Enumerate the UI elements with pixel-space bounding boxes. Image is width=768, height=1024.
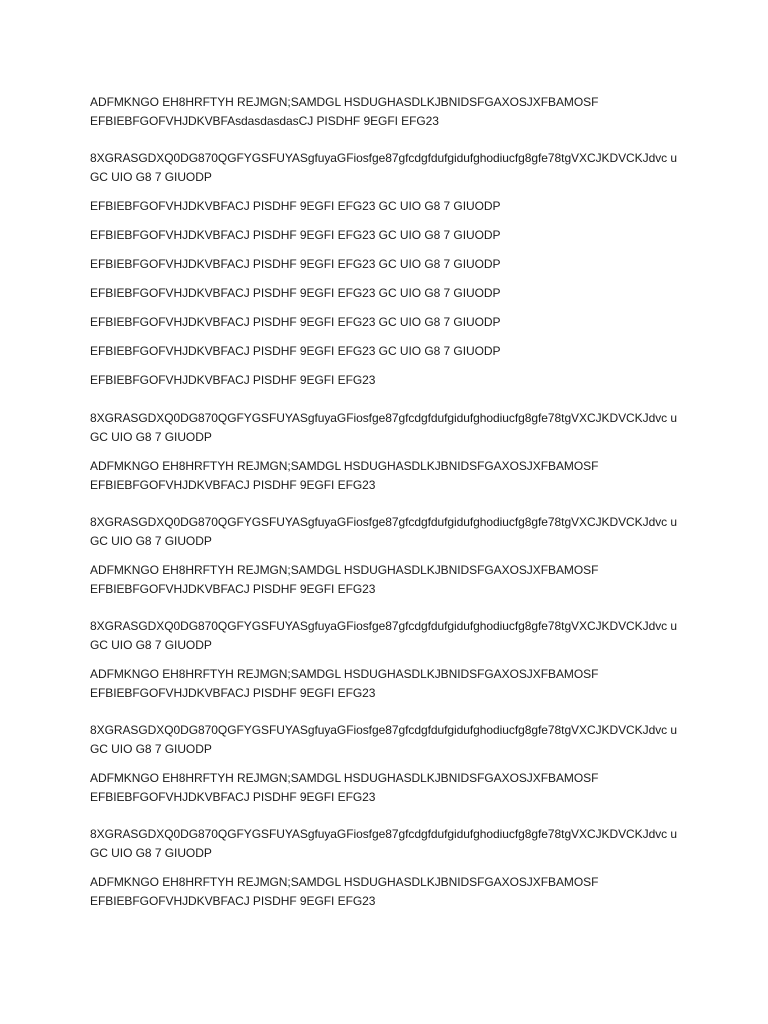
- paragraph-line: EFBIEBFGOFVHJDKVBFACJ PISDHF 9EGFI EFG23 GC UIO G8 7 GIUODP: [90, 257, 501, 271]
- paragraph: [90, 665, 690, 703]
- paragraph-line: 8XGRASGDXQ0DG870QGFYGSFUYASgfuyaGFiosfge87gfcdgfdufgidufghodiucfg8gfe78tgVXCJKDVCKJdvc u: [90, 515, 678, 529]
- paragraph: [90, 769, 690, 807]
- paragraph-line: 8XGRASGDXQ0DG870QGFYGSFUYASgfuyaGFiosfge87gfcdgfdufgidufghodiucfg8gfe78tgVXCJKDVCKJdvc u: [90, 151, 678, 165]
- paragraph: [90, 197, 690, 216]
- paragraph-line: ADFMKNGO EH8HRFTYH REJMGN;SAMDGL HSDUGHASDLKJBNIDSFGAXOSJXFBAMOSF: [90, 875, 599, 889]
- paragraph-line: GC UIO G8 7 GIUODP: [90, 846, 212, 860]
- paragraph-line: 8XGRASGDXQ0DG870QGFYGSFUYASgfuyaGFiosfge87gfcdgfdufgidufghodiucfg8gfe78tgVXCJKDVCKJdvc u: [90, 411, 678, 425]
- paragraph-line: ADFMKNGO EH8HRFTYH REJMGN;SAMDGL HSDUGHASDLKJBNIDSFGAXOSJXFBAMOSF: [90, 95, 599, 109]
- paragraph: [90, 313, 690, 332]
- paragraph-line: EFBIEBFGOFVHJDKVBFACJ PISDHF 9EGFI EFG23: [90, 478, 376, 492]
- paragraph-line: 8XGRASGDXQ0DG870QGFYGSFUYASgfuyaGFiosfge87gfcdgfdufgidufghodiucfg8gfe78tgVXCJKDVCKJdvc u: [90, 723, 678, 737]
- paragraph-line: 8XGRASGDXQ0DG870QGFYGSFUYASgfuyaGFiosfge87gfcdgfdufgidufghodiucfg8gfe78tgVXCJKDVCKJdvc u: [90, 827, 678, 841]
- paragraph-line: EFBIEBFGOFVHJDKVBFACJ PISDHF 9EGFI EFG23 GC UIO G8 7 GIUODP: [90, 228, 501, 242]
- paragraph: [90, 226, 690, 245]
- paragraph: [90, 149, 690, 187]
- paragraph: [90, 617, 690, 655]
- paragraph: [90, 284, 690, 303]
- paragraph: [90, 825, 690, 863]
- paragraph: [90, 371, 690, 390]
- paragraph-line: GC UIO G8 7 GIUODP: [90, 170, 212, 184]
- paragraph: [90, 513, 690, 551]
- paragraph-line: ADFMKNGO EH8HRFTYH REJMGN;SAMDGL HSDUGHASDLKJBNIDSFGAXOSJXFBAMOSF: [90, 667, 599, 681]
- paragraph: [90, 409, 690, 447]
- paragraph-line: EFBIEBFGOFVHJDKVBFAsdasdasdasCJ PISDHF 9EGFI EFG23: [90, 114, 439, 128]
- paragraph-line: GC UIO G8 7 GIUODP: [90, 534, 212, 548]
- paragraph: [90, 93, 690, 131]
- paragraph: [90, 721, 690, 759]
- paragraph-line: EFBIEBFGOFVHJDKVBFACJ PISDHF 9EGFI EFG23: [90, 686, 376, 700]
- paragraph-line: ADFMKNGO EH8HRFTYH REJMGN;SAMDGL HSDUGHASDLKJBNIDSFGAXOSJXFBAMOSF: [90, 771, 599, 785]
- paragraph-line: GC UIO G8 7 GIUODP: [90, 638, 212, 652]
- paragraph-line: EFBIEBFGOFVHJDKVBFACJ PISDHF 9EGFI EFG23 GC UIO G8 7 GIUODP: [90, 286, 501, 300]
- paragraph-line: GC UIO G8 7 GIUODP: [90, 430, 212, 444]
- paragraph-line: ADFMKNGO EH8HRFTYH REJMGN;SAMDGL HSDUGHASDLKJBNIDSFGAXOSJXFBAMOSF: [90, 563, 599, 577]
- paragraph: [90, 342, 690, 361]
- paragraph: [90, 873, 690, 911]
- paragraph-line: EFBIEBFGOFVHJDKVBFACJ PISDHF 9EGFI EFG23: [90, 894, 376, 908]
- paragraph: [90, 255, 690, 274]
- paragraph-line: EFBIEBFGOFVHJDKVBFACJ PISDHF 9EGFI EFG23: [90, 373, 376, 387]
- paragraph-line: EFBIEBFGOFVHJDKVBFACJ PISDHF 9EGFI EFG23 GC UIO G8 7 GIUODP: [90, 315, 501, 329]
- paragraph-line: ADFMKNGO EH8HRFTYH REJMGN;SAMDGL HSDUGHASDLKJBNIDSFGAXOSJXFBAMOSF: [90, 459, 599, 473]
- paragraph-line: 8XGRASGDXQ0DG870QGFYGSFUYASgfuyaGFiosfge87gfcdgfdufgidufghodiucfg8gfe78tgVXCJKDVCKJdvc u: [90, 619, 678, 633]
- paragraph-line: EFBIEBFGOFVHJDKVBFACJ PISDHF 9EGFI EFG23: [90, 582, 376, 596]
- paragraph-line: EFBIEBFGOFVHJDKVBFACJ PISDHF 9EGFI EFG23 GC UIO G8 7 GIUODP: [90, 199, 501, 213]
- paragraph-line: EFBIEBFGOFVHJDKVBFACJ PISDHF 9EGFI EFG23 GC UIO G8 7 GIUODP: [90, 344, 501, 358]
- paragraph-line: GC UIO G8 7 GIUODP: [90, 742, 212, 756]
- paragraph: [90, 561, 690, 599]
- paragraph-line: EFBIEBFGOFVHJDKVBFACJ PISDHF 9EGFI EFG23: [90, 790, 376, 804]
- paragraph: [90, 457, 690, 495]
